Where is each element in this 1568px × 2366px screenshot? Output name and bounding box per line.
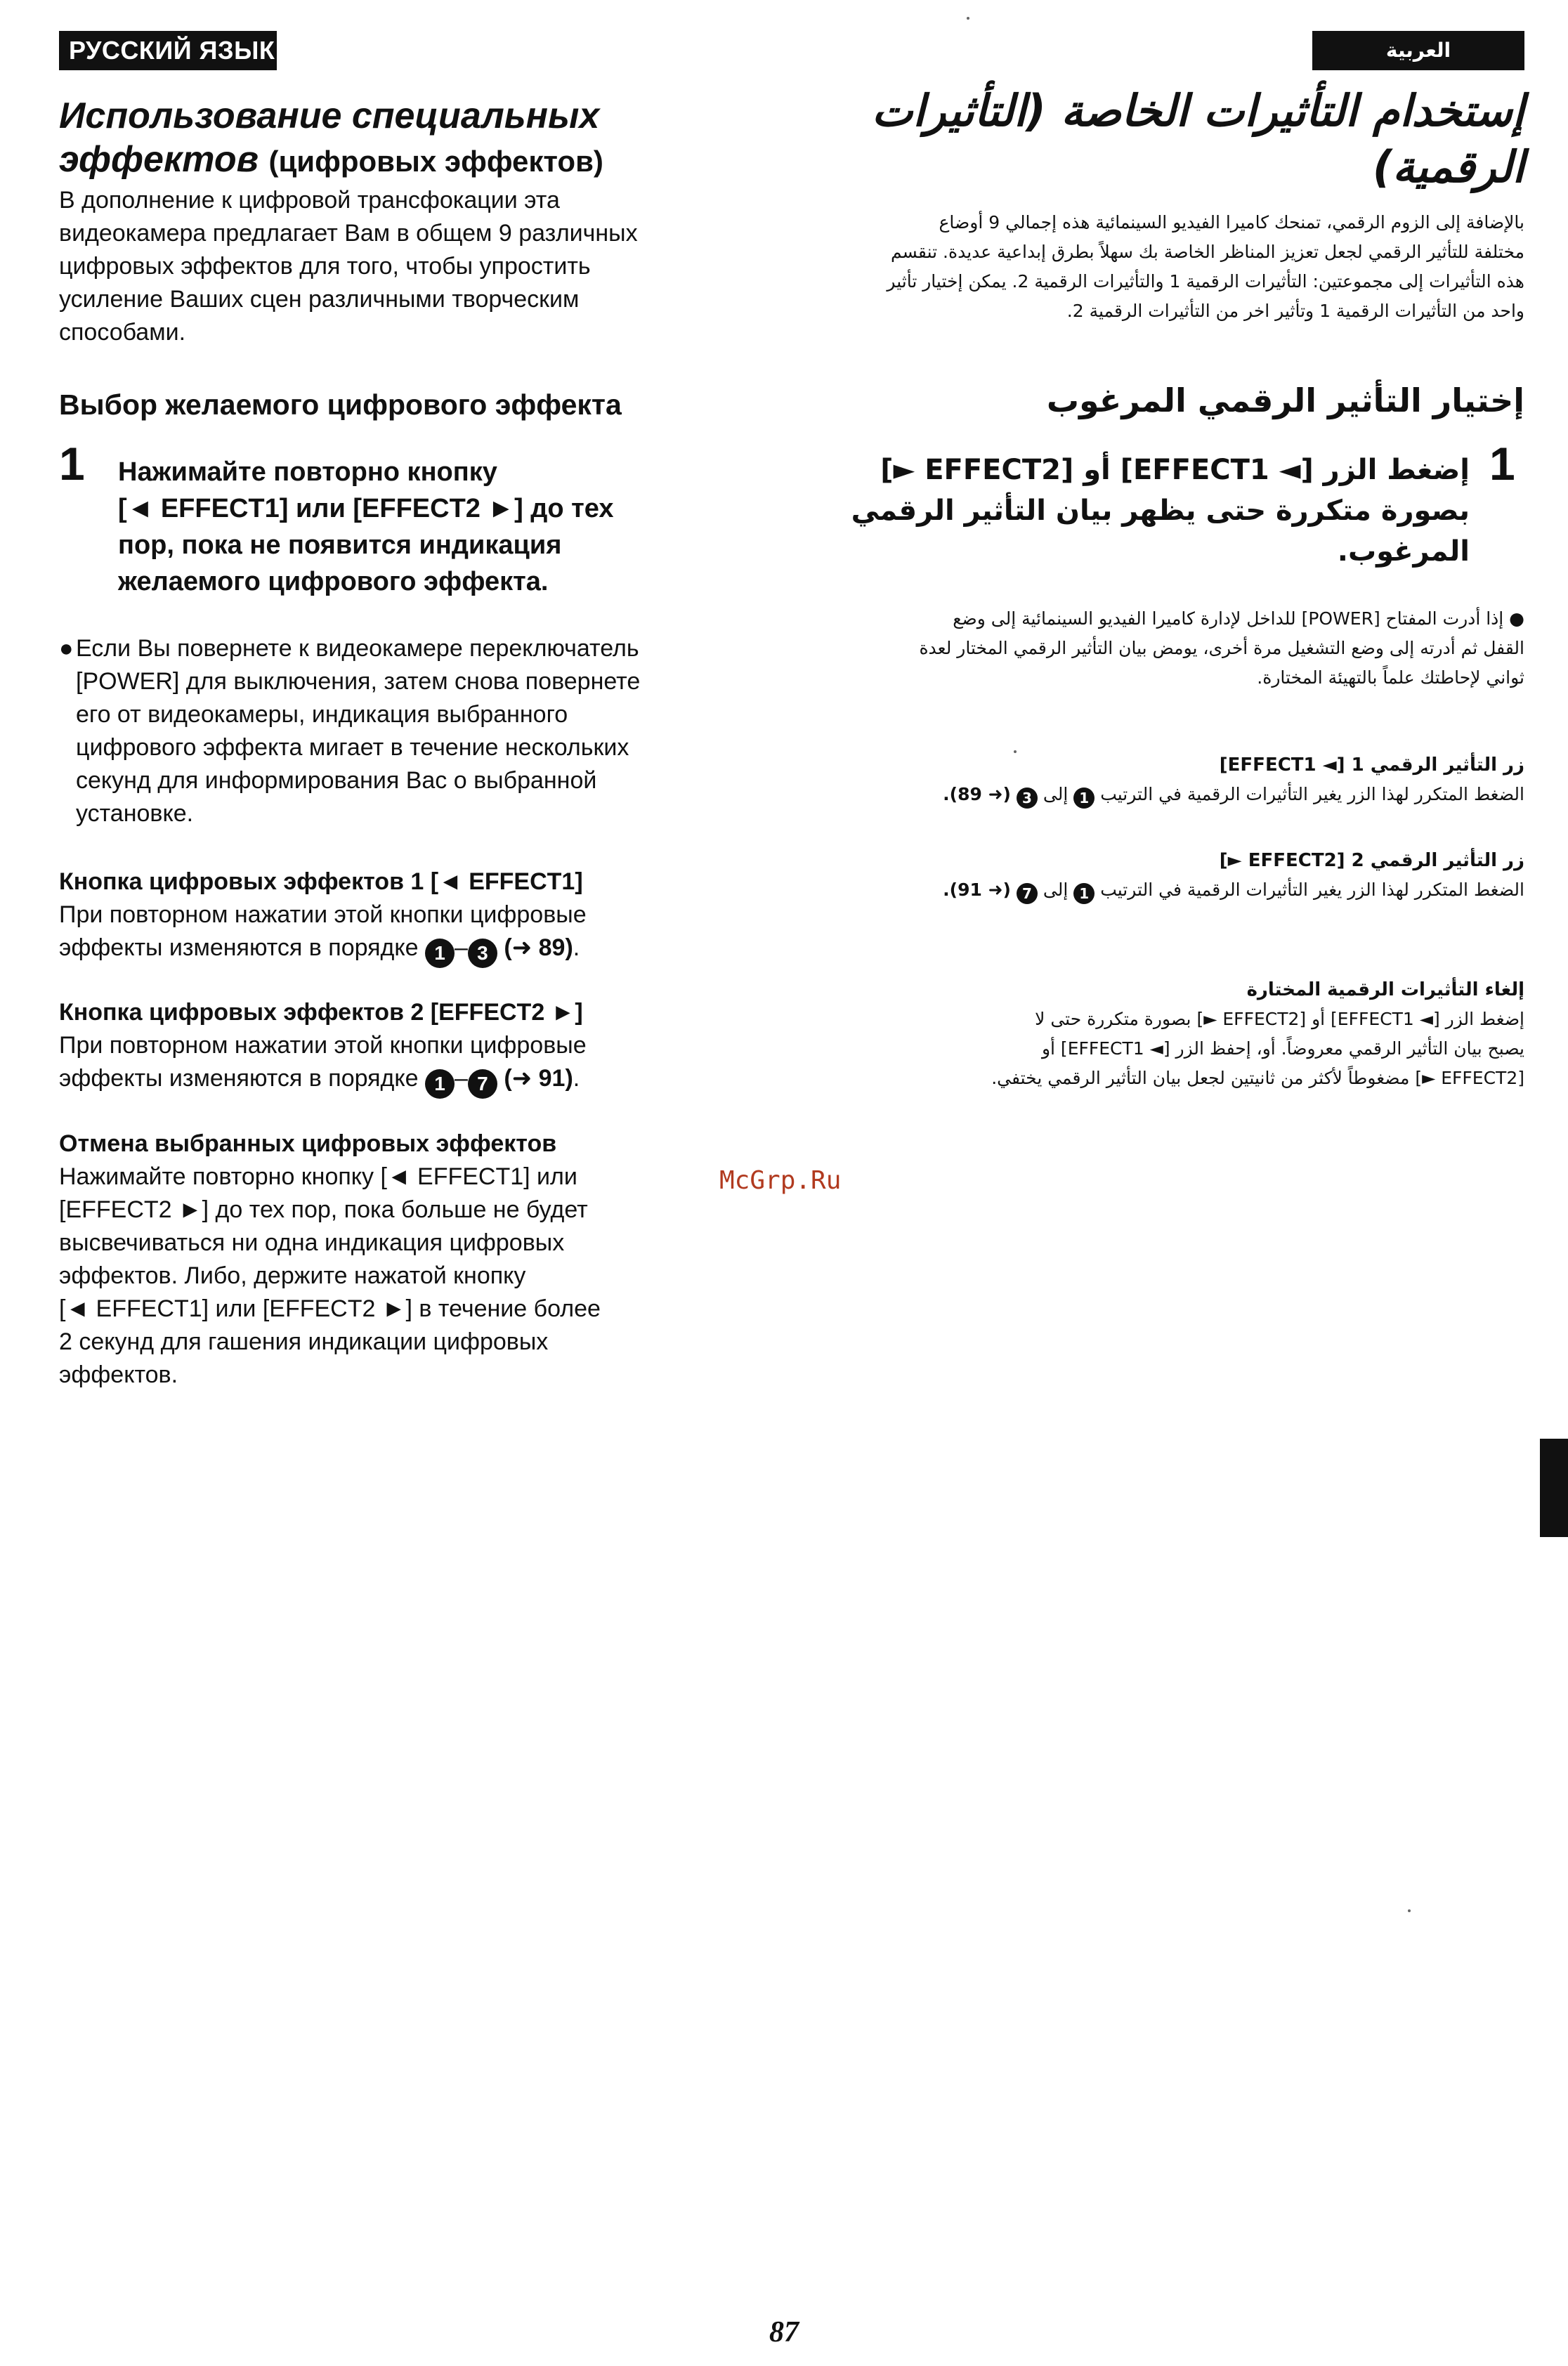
sentence-end: . (573, 1065, 580, 1092)
ru-title-main: эффектов (59, 139, 259, 180)
range-dash: – (455, 1065, 468, 1092)
ru-intro-paragraph (59, 184, 726, 349)
ar-effect2-line (850, 875, 1524, 905)
ar-cancel-block (850, 975, 1524, 1093)
ar-to-word: إلى (1043, 784, 1069, 804)
ru-cancel-line: [EFFECT2 ►] до тех пор, пока больше не будет (59, 1196, 588, 1223)
ar-effect2-block (850, 846, 1524, 905)
ru-effect2-line1: При повторном нажатии этой кнопки цифровые (59, 1032, 587, 1059)
circled-number-icon: 7 (1017, 883, 1038, 904)
scan-speck (1408, 1909, 1411, 1912)
circled-number-icon: 3 (1017, 787, 1038, 809)
range-dash: – (455, 934, 468, 961)
ar-power-note (822, 604, 1524, 693)
ar-step-number: 1 (1489, 438, 1515, 490)
ar-title (822, 83, 1524, 195)
ar-cancel-line: [EFFECT2 ►] مضغوطاً لأكثر من ثانيتين لجعل بيان التأثير الرقمي يختفي. (991, 1068, 1524, 1088)
ru-intro-line: В дополнение к цифровой трансфокации эта (59, 187, 560, 214)
ru-cancel-line: эффектов. Либо, держите нажатой кнопку (59, 1262, 526, 1289)
page-reference: (➜ 89). (943, 784, 1011, 804)
ru-bullet-line: установке. (76, 800, 194, 827)
ar-bullet-line: ثواني لإحاطتك علماً بالتهيئة المختارة. (1257, 667, 1524, 688)
ar-section-heading: إختيار التأثير الرقمي المرغوب (1046, 381, 1524, 419)
ru-effect1-line2 (59, 932, 726, 968)
ar-step-line: المرغوب. (1337, 535, 1470, 568)
ru-step-line: желаемого цифрового эффекта. (118, 567, 549, 596)
ru-effect2-line2 (59, 1062, 726, 1099)
ru-bullet-line: Если Вы повернете к видеокамере переключатель (76, 635, 639, 662)
ru-effect2-block (59, 996, 726, 1099)
ru-effect2-heading: Кнопка цифровых эффектов 2 [EFFECT2 ►] (59, 999, 583, 1026)
ru-intro-line: видеокамера предлагает Вам в общем 9 различных (59, 220, 638, 247)
ru-intro-line: усиление Ваших сцен различными творческим (59, 286, 580, 313)
scan-speck (967, 17, 969, 20)
ru-effect2-order-text: эффекты изменяются в порядке (59, 1065, 419, 1092)
ru-title-subtitle: (цифровых эффектов) (268, 145, 603, 178)
ru-effect1-line1: При повторном нажатии этой кнопки цифровые (59, 901, 587, 928)
ru-title-line2 (59, 138, 726, 183)
ar-effect1-block (850, 750, 1524, 809)
ru-cancel-line: 2 секунд для гашения индикации цифровых (59, 1328, 549, 1355)
ru-intro-line: цифровых эффектов для того, чтобы упростить (59, 253, 591, 280)
page-reference: (➜ 91) (504, 1065, 573, 1092)
ru-bullet-line: [POWER] для выключения, затем снова повернете (76, 668, 641, 695)
ar-bullet-line: ● إذا أدرت المفتاح [POWER] للداخل لإدارة كاميرا الفيديو السينمائية إلى وضع (953, 608, 1524, 629)
ru-power-note (59, 632, 740, 830)
ar-intro-line: مختلفة للتأثير الرقمي لجعل تعزيز المناظر الخاصة بك سهلاً بطرق إبداعية عديدة. تنقسم (890, 242, 1524, 262)
ru-step-line: пор, пока не появится индикация (118, 530, 562, 560)
page-reference: (➜ 89) (504, 934, 573, 961)
circled-number-icon: 3 (468, 939, 497, 968)
ar-effect1-heading: زر التأثير الرقمي 1 [◄ EFFECT1] (1219, 754, 1524, 776)
ar-intro-paragraph (850, 208, 1524, 326)
ar-intro-line: واحد من التأثيرات الرقمية 1 وتأثير اخر من التأثيرات الرقمية 2. (1066, 301, 1524, 321)
page-edge-marker (1540, 1439, 1568, 1537)
circled-number-icon: 7 (468, 1069, 497, 1099)
ar-intro-line: هذه التأثيرات إلى مجموعتين: التأثيرات الرقمية 1 والتأثيرات الرقمية 2. يمكن إختيار تأثير (887, 271, 1524, 292)
circled-number-icon: 1 (1073, 787, 1095, 809)
arabic-language-tab: العربية (1312, 31, 1524, 70)
ar-effect1-order-text: الضغط المتكرر لهذا الزر يغير التأثيرات الرقمية في الترتيب (1100, 784, 1524, 804)
ru-effect1-block (59, 865, 726, 968)
ar-intro-line: بالإضافة إلى الزوم الرقمي، تمنحك كاميرا الفيديو السينمائية هذه إجمالي 9 أوضاع (939, 212, 1524, 233)
ru-bullet-line: цифрового эффекта мигает в течение нескольких (76, 734, 629, 761)
ru-cancel-line: эффектов. (59, 1361, 178, 1388)
scan-speck (1014, 750, 1017, 753)
ru-bullet-line: секунд для информирования Вас о выбранной (76, 767, 597, 794)
ru-step-number: 1 (59, 438, 85, 490)
ar-effect2-heading: زر التأثير الرقمي 2 [EFFECT2 ►] (1219, 850, 1524, 871)
ar-step-instruction (823, 450, 1470, 572)
circled-number-icon: 1 (425, 939, 455, 968)
ar-step-line: بصورة متكررة حتى يظهر بيان التأثير الرقمي (851, 495, 1470, 527)
ru-cancel-heading: Отмена выбранных цифровых эффектов (59, 1130, 557, 1157)
ru-section-heading: Выбор желаемого цифрового эффекта (59, 388, 622, 421)
watermark: McGrp.Ru (719, 1166, 842, 1195)
ru-effect1-heading: Кнопка цифровых эффектов 1 [◄ EFFECT1] (59, 868, 583, 895)
ru-cancel-block (59, 1128, 726, 1392)
ru-cancel-line: Нажимайте повторно кнопку [◄ EFFECT1] или (59, 1163, 577, 1190)
ar-effect2-order-text: الضغط المتكرر لهذا الزر يغير التأثيرات الرقمية في الترتيب (1100, 880, 1524, 900)
ar-bullet-line: القفل ثم أدرته إلى وضع التشغيل مرة أخرى، يومض بيان التأثير الرقمي المختار لعدة (919, 638, 1524, 658)
ru-effect1-order-text: эффекты изменяются в порядке (59, 934, 419, 961)
circled-number-icon: 1 (1073, 883, 1095, 904)
ru-step-instruction (118, 454, 715, 600)
russian-language-tab: РУССКИЙ ЯЗЫК (59, 31, 277, 70)
sentence-end: . (573, 934, 580, 961)
ar-step-line: إضغط الزر [◄ EFFECT1] أو [EFFECT2 ►] (880, 454, 1470, 486)
ru-cancel-line: [◄ EFFECT1] или [EFFECT2 ►] в течение более (59, 1295, 601, 1322)
page-reference: (➜ 91). (943, 880, 1011, 900)
ru-bullet-line: его от видеокамеры, индикация выбранного (76, 701, 568, 728)
ar-title-line2: الرقمية) (1372, 141, 1524, 192)
ru-step-line: Нажимайте повторно кнопку (118, 457, 497, 487)
ar-cancel-line: يصبح بيان التأثير الرقمي معروضاً. أو، إحفظ الزر [◄ EFFECT1] أو (1041, 1038, 1524, 1059)
ar-title-line1: إستخدام التأثيرات الخاصة (التأثيرات (871, 85, 1524, 136)
ru-intro-line: способами. (59, 319, 186, 346)
circled-number-icon: 1 (425, 1069, 455, 1099)
ru-step-line: [◄ EFFECT1] или [EFFECT2 ►] до тех (118, 494, 614, 523)
ar-effect1-line (850, 780, 1524, 809)
ar-to-word: إلى (1043, 880, 1069, 900)
page-number: 87 (769, 2316, 799, 2348)
bullet-icon: ● (59, 635, 74, 662)
ru-cancel-line: высвечиваться ни одна индикация цифровых (59, 1229, 565, 1256)
ar-cancel-line: إضغط الزر [◄ EFFECT1] أو [EFFECT2 ►] بصورة متكررة حتى لا (1035, 1009, 1524, 1029)
ru-title-line1: Использование специальных (59, 96, 600, 136)
ar-cancel-heading: إلغاء التأثيرات الرقمية المختارة (1246, 979, 1524, 1000)
